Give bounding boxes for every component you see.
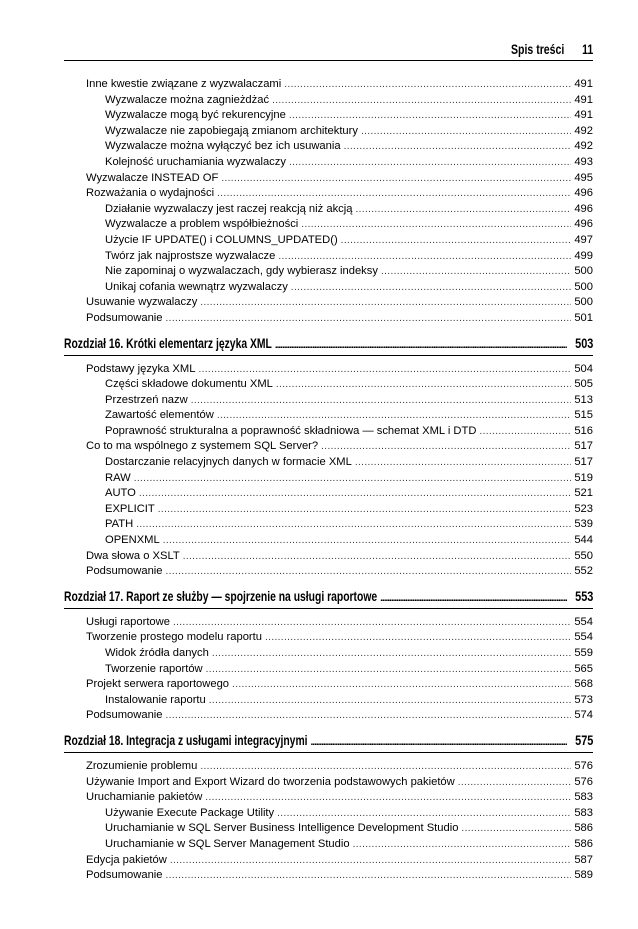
entry-page-number: 495 bbox=[574, 171, 593, 184]
entry-page-number: 587 bbox=[574, 853, 593, 866]
entry-title: Podsumowanie bbox=[86, 311, 163, 324]
entry-page-number: 568 bbox=[574, 678, 593, 691]
entry-title: Projekt serwera raportowego bbox=[86, 678, 230, 691]
toc-subentry[interactable] bbox=[64, 393, 593, 409]
entry-page-number: 496 bbox=[574, 218, 593, 231]
entry-page-number: 539 bbox=[574, 518, 593, 531]
dot-leader bbox=[380, 593, 566, 604]
chapter-page-number: 503 bbox=[574, 334, 593, 351]
dot-leader bbox=[344, 139, 572, 155]
toc-subentry[interactable] bbox=[64, 264, 593, 280]
entry-page-number: 491 bbox=[574, 93, 593, 106]
entry-page-number: 517 bbox=[574, 440, 593, 453]
dot-leader bbox=[232, 677, 571, 693]
entry-title: Podstawy języka XML bbox=[86, 362, 196, 375]
toc-subentry[interactable] bbox=[64, 502, 593, 518]
entry-title: Używanie Execute Package Utility bbox=[105, 806, 275, 819]
toc-entry[interactable] bbox=[64, 564, 593, 580]
entry-page-number: 565 bbox=[574, 662, 593, 675]
dot-leader bbox=[277, 806, 571, 822]
dot-leader bbox=[166, 868, 572, 884]
entry-title: Usługi raportowe bbox=[86, 615, 170, 628]
toc-entry[interactable] bbox=[64, 759, 593, 775]
dot-leader bbox=[355, 202, 571, 218]
entry-title: Części składowe dokumentu XML bbox=[105, 378, 273, 391]
entry-page-number: 513 bbox=[574, 393, 593, 406]
entry-title: PATH bbox=[105, 518, 134, 531]
entry-page-number: 500 bbox=[574, 280, 593, 293]
entry-page-number: 493 bbox=[574, 155, 593, 168]
toc-subentry[interactable] bbox=[64, 806, 593, 822]
chapter-title: Rozdział 17. Raport ze służby — spojrzenie na usługi raportowe bbox=[64, 587, 378, 604]
entry-page-number: 505 bbox=[574, 378, 593, 391]
entry-title: Instalowanie raportu bbox=[105, 693, 206, 706]
entry-title: Inne kwestie związane z wyzwalaczami bbox=[86, 78, 282, 90]
dot-leader bbox=[291, 280, 572, 296]
dot-leader bbox=[198, 362, 571, 378]
entry-title: Przestrzeń nazw bbox=[105, 393, 188, 406]
toc-subentry[interactable] bbox=[64, 217, 593, 233]
toc-entry[interactable] bbox=[64, 677, 593, 693]
dot-leader bbox=[134, 471, 572, 487]
entry-title: Poprawność strukturalna a poprawność składniowa — schemat XML i DTD bbox=[105, 424, 477, 437]
dot-leader bbox=[289, 108, 571, 124]
entry-title: Tworzenie prostego modelu raportu bbox=[86, 631, 262, 644]
dot-leader bbox=[200, 295, 571, 311]
toc-subentry[interactable] bbox=[64, 233, 593, 249]
entry-page-number: 574 bbox=[574, 709, 593, 722]
entry-page-number: 516 bbox=[574, 424, 593, 437]
dot-leader bbox=[355, 455, 571, 471]
entry-title: EXPLICIT bbox=[105, 502, 155, 515]
toc-subentry[interactable] bbox=[64, 693, 593, 709]
dot-leader bbox=[209, 693, 572, 709]
toc-subentry[interactable] bbox=[64, 533, 593, 549]
table-of-contents bbox=[64, 77, 593, 884]
toc-subentry[interactable] bbox=[64, 139, 593, 155]
entry-title: Wyzwalacze INSTEAD OF bbox=[86, 171, 219, 184]
dot-leader bbox=[276, 377, 571, 393]
entry-title: Użycie IF UPDATE() i COLUMNS_UPDATED() bbox=[105, 233, 338, 246]
entry-title: Wyzwalacze mogą być rekurencyjne bbox=[105, 109, 286, 122]
entry-page-number: 576 bbox=[574, 775, 593, 788]
entry-title: Dostarczanie relacyjnych danych w formacie XML bbox=[105, 456, 352, 469]
entry-page-number: 499 bbox=[574, 249, 593, 262]
entry-page-number: 554 bbox=[574, 631, 593, 644]
dot-leader bbox=[221, 171, 571, 187]
dot-leader bbox=[166, 311, 572, 327]
entry-page-number: 573 bbox=[574, 693, 593, 706]
entry-page-number: 515 bbox=[574, 409, 593, 422]
entry-page-number: 500 bbox=[574, 265, 593, 278]
dot-leader bbox=[205, 790, 571, 806]
entry-page-number: 554 bbox=[574, 615, 593, 628]
dot-leader bbox=[166, 564, 572, 580]
toc-subentry[interactable] bbox=[64, 821, 593, 837]
dot-leader bbox=[275, 340, 567, 351]
dot-leader bbox=[461, 821, 571, 837]
entry-title: Podsumowanie bbox=[86, 709, 163, 722]
dot-leader bbox=[158, 502, 572, 518]
toc-entry[interactable] bbox=[64, 708, 593, 724]
entry-title: Wyzwalacze a problem współbieżności bbox=[105, 218, 299, 231]
entry-title: Kolejność uruchamiania wyzwalaczy bbox=[105, 155, 286, 168]
entry-page-number: 491 bbox=[574, 78, 593, 90]
entry-title: Nie zapominaj o wyzwalaczach, gdy wybierasz indeksy bbox=[105, 265, 378, 278]
dot-leader bbox=[163, 533, 572, 549]
entry-page-number: 589 bbox=[574, 869, 593, 882]
chapter-page-number: 553 bbox=[574, 587, 593, 604]
dot-leader bbox=[321, 439, 571, 455]
entry-page-number: 496 bbox=[574, 202, 593, 215]
entry-page-number: 550 bbox=[574, 549, 593, 562]
dot-leader bbox=[278, 249, 571, 265]
entry-title: Uruchamianie w SQL Server Management Studio bbox=[105, 837, 350, 850]
entry-title: Działanie wyzwalaczy jest raczej reakcją niż akcją bbox=[105, 202, 353, 215]
toc-entry[interactable] bbox=[64, 171, 593, 187]
toc-entry[interactable] bbox=[64, 549, 593, 565]
dot-leader bbox=[458, 775, 572, 791]
entry-page-number: 586 bbox=[574, 837, 593, 850]
entry-page-number: 576 bbox=[574, 759, 593, 772]
entry-page-number: 496 bbox=[574, 187, 593, 200]
entry-title: Wyzwalacze nie zapobiegają zmianom architektury bbox=[105, 124, 358, 137]
dot-leader bbox=[136, 517, 571, 533]
entry-page-number: 559 bbox=[574, 647, 593, 659]
entry-title: Dwa słowa o XSLT bbox=[86, 549, 180, 562]
entry-title: Widok źródła danych bbox=[105, 647, 209, 659]
toc-entry[interactable] bbox=[64, 295, 593, 311]
entry-title: Wyzwalacze można wyłączyć bez ich usuwania bbox=[105, 140, 341, 153]
dot-leader bbox=[265, 630, 571, 646]
dot-leader bbox=[272, 93, 571, 109]
entry-page-number: 517 bbox=[574, 456, 593, 469]
entry-page-number: 497 bbox=[574, 233, 593, 246]
dot-leader bbox=[361, 124, 571, 140]
entry-page-number: 583 bbox=[574, 791, 593, 804]
toc-subentry[interactable] bbox=[64, 377, 593, 393]
toc-subentry[interactable] bbox=[64, 424, 593, 440]
chapter-title: Rozdział 18. Integracja z usługami integracyjnymi bbox=[64, 731, 308, 748]
entry-title: AUTO bbox=[105, 487, 136, 500]
entry-page-number: 492 bbox=[574, 124, 593, 137]
chapter-heading[interactable] bbox=[64, 335, 593, 356]
dot-leader bbox=[212, 646, 571, 662]
toc-entry[interactable] bbox=[64, 362, 593, 378]
entry-page-number: 544 bbox=[574, 534, 593, 547]
dot-leader bbox=[183, 549, 572, 565]
chapter-title: Rozdział 16. Krótki elementarz języka XML bbox=[64, 334, 272, 351]
dot-leader bbox=[289, 155, 571, 171]
dot-leader bbox=[191, 393, 572, 409]
toc-subentry[interactable] bbox=[64, 455, 593, 471]
header-page-number: 11 bbox=[581, 42, 593, 57]
entry-page-number: 519 bbox=[574, 471, 593, 484]
header-title: Spis treści bbox=[511, 42, 565, 57]
toc-subentry[interactable] bbox=[64, 249, 593, 265]
entry-title: Twórz jak najprostsze wyzwalacze bbox=[105, 249, 276, 262]
entry-title: Uruchamianie pakietów bbox=[86, 791, 203, 804]
dot-leader bbox=[166, 708, 572, 724]
dot-leader bbox=[381, 264, 571, 280]
toc-subentry[interactable] bbox=[64, 837, 593, 853]
toc-subentry[interactable] bbox=[64, 646, 593, 662]
chapter-page-number: 575 bbox=[574, 731, 593, 748]
dot-leader bbox=[170, 853, 571, 869]
toc-subentry[interactable] bbox=[64, 486, 593, 502]
entry-title: OPENXML bbox=[105, 534, 160, 547]
chapter-heading[interactable] bbox=[64, 732, 593, 753]
dot-leader bbox=[479, 424, 571, 440]
dot-leader bbox=[341, 233, 572, 249]
toc-entry[interactable] bbox=[64, 439, 593, 455]
entry-title: Podsumowanie bbox=[86, 869, 163, 882]
dot-leader bbox=[284, 77, 571, 93]
toc-subentry[interactable] bbox=[64, 124, 593, 140]
entry-title: Uruchamianie w SQL Server Business Intelligence Development Studio bbox=[105, 822, 459, 835]
entry-page-number: 523 bbox=[574, 502, 593, 515]
toc-subentry[interactable] bbox=[64, 155, 593, 171]
toc-subentry[interactable] bbox=[64, 517, 593, 533]
toc-subentry[interactable] bbox=[64, 280, 593, 296]
toc-entry[interactable] bbox=[64, 775, 593, 791]
toc-entry[interactable] bbox=[64, 868, 593, 884]
dot-leader bbox=[311, 737, 567, 748]
toc-entry[interactable] bbox=[64, 853, 593, 869]
entry-title: Podsumowanie bbox=[86, 565, 163, 578]
entry-title: Zawartość elementów bbox=[105, 409, 214, 422]
entry-title: Edycja pakietów bbox=[86, 853, 167, 866]
entry-title: Usuwanie wyzwalaczy bbox=[86, 296, 198, 309]
chapter-heading[interactable] bbox=[64, 588, 593, 609]
toc-entry[interactable] bbox=[64, 790, 593, 806]
entry-title: Zrozumienie problemu bbox=[86, 759, 198, 772]
entry-title: Wyzwalacze można zagnieżdżać bbox=[105, 93, 270, 106]
dot-leader bbox=[217, 408, 572, 424]
entry-page-number: 491 bbox=[574, 109, 593, 122]
dot-leader bbox=[206, 662, 572, 678]
toc-subentry[interactable] bbox=[64, 202, 593, 218]
entry-title: Rozważania o wydajności bbox=[86, 187, 215, 200]
entry-page-number: 552 bbox=[574, 565, 593, 578]
toc-subentry[interactable] bbox=[64, 662, 593, 678]
entry-title: RAW bbox=[105, 471, 131, 484]
dot-leader bbox=[173, 615, 571, 631]
entry-title: Tworzenie raportów bbox=[105, 662, 203, 675]
entry-page-number: 504 bbox=[574, 362, 593, 375]
toc-entry[interactable] bbox=[64, 615, 593, 631]
entry-page-number: 586 bbox=[574, 822, 593, 835]
toc-subentry[interactable] bbox=[64, 408, 593, 424]
entry-title: Unikaj cofania wewnątrz wyzwalaczy bbox=[105, 280, 288, 293]
toc-subentry[interactable] bbox=[64, 471, 593, 487]
dot-leader bbox=[139, 486, 571, 502]
toc-entry[interactable] bbox=[64, 630, 593, 646]
toc-subentry[interactable] bbox=[64, 93, 593, 109]
entry-page-number: 521 bbox=[574, 487, 593, 500]
toc-entry[interactable] bbox=[64, 311, 593, 327]
dot-leader bbox=[200, 759, 571, 775]
entry-page-number: 500 bbox=[574, 296, 593, 309]
entry-page-number: 492 bbox=[574, 140, 593, 153]
dot-leader bbox=[217, 186, 571, 202]
toc-subentry[interactable] bbox=[64, 108, 593, 124]
running-header bbox=[64, 34, 593, 61]
entry-page-number: 583 bbox=[574, 806, 593, 819]
entry-page-number: 501 bbox=[574, 311, 593, 324]
entry-title: Co to ma wspólnego z systemem SQL Server? bbox=[86, 440, 319, 453]
dot-leader bbox=[301, 217, 571, 233]
entry-title: Używanie Import and Export Wizard do tworzenia podstawowych pakietów bbox=[86, 775, 455, 788]
dot-leader bbox=[353, 837, 572, 853]
toc-entry[interactable] bbox=[64, 77, 593, 93]
toc-entry[interactable] bbox=[64, 186, 593, 202]
